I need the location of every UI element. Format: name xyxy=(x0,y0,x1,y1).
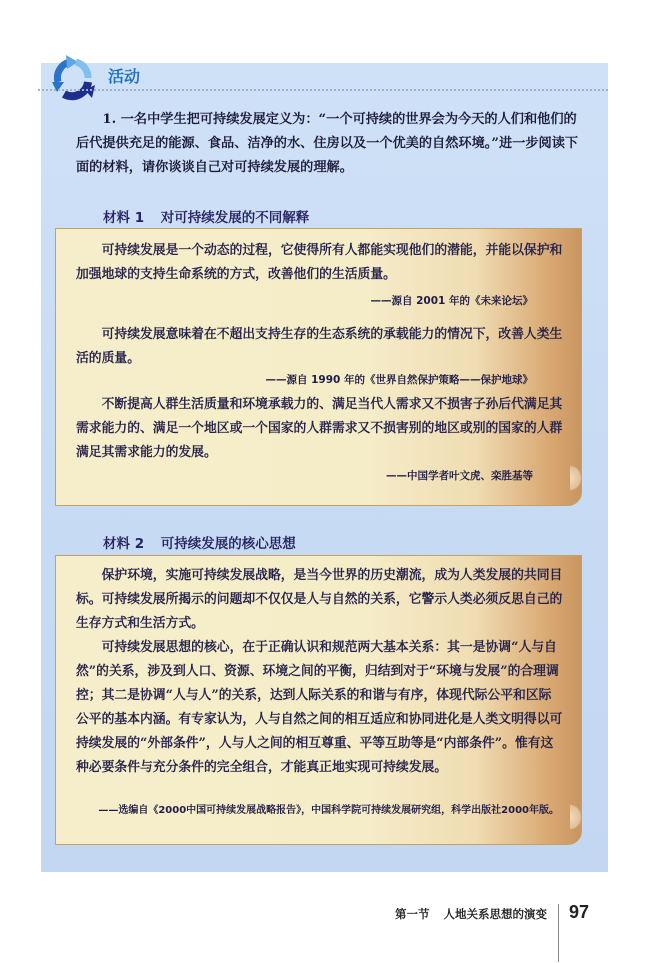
material1-source-1: ——源自 2001 年的《未来论坛》 xyxy=(370,295,533,307)
material1-text-2: 可持续发展意味着在不超出支持生存的生态系统的承载能力的情况下，改善人类生活的质量。 xyxy=(76,327,563,366)
material1-text-3: 不断提高人群生活质量和环境承载力的、满足当代人需求又不损害子孙后代满足其需求能力的、满足一个地区或一个国家的人群需求又不损害别的地区或别的国家的人群满足其需求能力的发展。 xyxy=(76,397,563,460)
material1-box xyxy=(55,228,582,506)
material2-paragraph-1: 保护环境，实施可持续发展战略，是当今世界的历史潮流，成为人类发展的共同目标。可持续发展所揭示的问题却不仅仅是人与自然的关系，它警示人类必须反思自己的生存方式和生活方式。 xyxy=(76,568,563,631)
running-footer xyxy=(395,906,547,922)
activity-header xyxy=(48,52,608,102)
material1-title: 对可持续发展的不同解释 xyxy=(160,210,310,226)
recycle-cycle-icon xyxy=(48,52,98,102)
material2-paragraph-2: 可持续发展思想的核心，在于正确认识和规范两大基本关系：其一是协调“人与自然”的关系，涉及到人口、资源、环境之间的平衡，归结到对于“环境与发展”的合理调控；其二是协调“人与人”的关系，达到人际关系的和谐与有序，体现代际公平和区际公平的基本内涵。有专家认为，人与自然之间的相互适应和协同进化是人类文明得以可持续发展的“外部条件”，人与人之间的相互尊重、平等互助等是“内部条件”。惟有这种必要条件与充分条件的完全组合，才能真正地实现可持续发展。 xyxy=(76,640,563,775)
material2-box xyxy=(55,555,582,845)
material1-source-2: ——源自 1990 年的《世界自然保护策略——保护地球》 xyxy=(265,374,533,386)
material2-source: ——选编自《2000中国可持续发展战略报告》，中国科学院可持续发展研究组，科学出版社2000年版。 xyxy=(98,805,559,816)
footer-chapter-title: 人地关系思想的演变 xyxy=(443,907,548,921)
page-number: 97 xyxy=(569,902,590,922)
material1-label: 材料 1 xyxy=(103,210,145,226)
footer-divider xyxy=(558,904,559,962)
activity-question: 1. 一名中学生把可持续发展定义为：“一个可持续的世界会为今天的人们和他们的后代提供充足的能源、食品、洁净的水、住房以及一个优美的自然环境。”进一步阅读下面的材料，请你谈谈自己对可持续发展的理解。 xyxy=(76,112,579,175)
footer-section-label: 第一节 xyxy=(395,907,430,921)
material2-title: 可持续发展的核心思想 xyxy=(160,536,296,552)
material1-source-3: ——中国学者叶文虎、栾胜基等 xyxy=(386,470,533,482)
material2-heading xyxy=(103,532,296,552)
material2-label: 材料 2 xyxy=(103,536,145,552)
material1-heading xyxy=(103,206,309,226)
activity-title: 活动 xyxy=(108,67,141,86)
header-dotted-divider xyxy=(38,89,608,91)
material1-text-1: 可持续发展是一个动态的过程，它使得所有人都能实现他们的潜能，并能以保护和加强地球的支持生命系统的方式，改善他们的生活质量。 xyxy=(76,243,563,282)
